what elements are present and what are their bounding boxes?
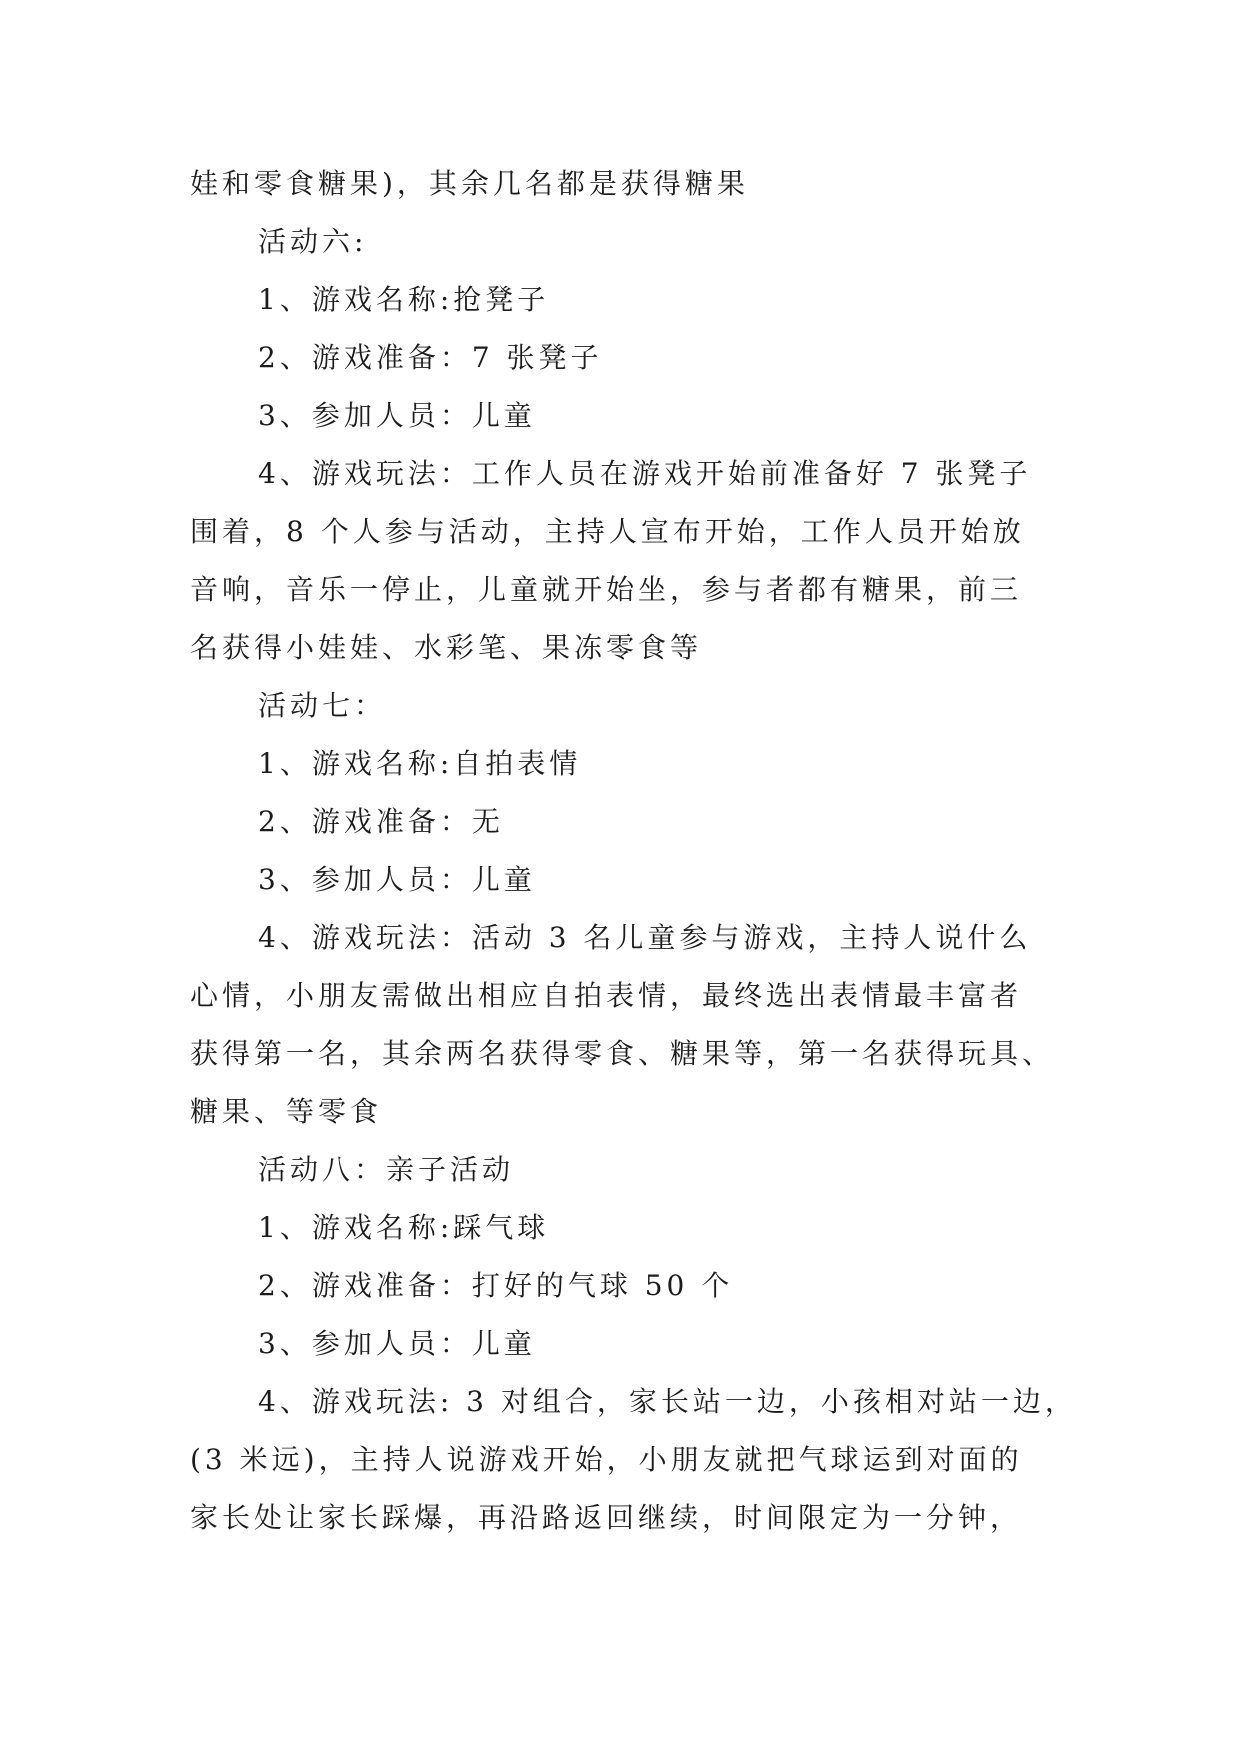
activity-seven-item-name: 1、游戏名称:自拍表情 <box>258 747 582 780</box>
paragraph-continuation-line: 娃和零食糖果)，其余几名都是获得糖果 <box>190 167 749 200</box>
activity-six-rules-line: 围着，8 个人参与活动，主持人宣布开始，工作人员开始放 <box>190 515 1025 548</box>
activity-seven-rules-line: 糖果、等零食 <box>190 1095 383 1128</box>
activity-seven-rules-line: 获得第一名，其余两名获得零食、糖果等，第一名获得玩具、 <box>190 1037 1055 1070</box>
activity-six-item-rules: 4、游戏玩法：工作人员在游戏开始前准备好 7 张凳子 <box>258 457 1032 490</box>
activity-eight-heading: 活动八：亲子活动 <box>258 1153 515 1186</box>
activity-six-item-name: 1、游戏名称:抢凳子 <box>258 283 550 316</box>
activity-eight-rules-line: 家长处让家长踩爆，再沿路返回继续，时间限定为一分钟， <box>190 1501 1023 1534</box>
activity-seven-heading: 活动七： <box>258 689 387 722</box>
activity-six-item-participants: 3、参加人员：儿童 <box>258 399 536 432</box>
document-body <box>190 155 1077 1547</box>
activity-six-heading: 活动六: <box>258 225 368 258</box>
activity-seven-item-participants: 3、参加人员：儿童 <box>258 863 536 896</box>
activity-eight-rules-line: (3 米远)，主持人说游戏开始，小朋友就把气球运到对面的 <box>190 1443 1023 1476</box>
activity-eight-item-rules: 4、游戏玩法: 3 对组合，家长站一边，小孩相对站一边， <box>258 1385 1077 1418</box>
activity-six-rules-line: 名获得小娃娃、水彩笔、果冻零食等 <box>190 631 703 664</box>
activity-seven-rules-line: 心情，小朋友需做出相应自拍表情，最终选出表情最丰富者 <box>190 979 1023 1012</box>
activity-six-rules-line: 音响，音乐一停止，儿童就开始坐，参与者都有糖果，前三 <box>190 573 1023 606</box>
activity-six-item-preparation: 2、游戏准备：7 张凳子 <box>258 341 603 374</box>
activity-eight-item-participants: 3、参加人员：儿童 <box>258 1327 536 1360</box>
activity-eight-item-name: 1、游戏名称:踩气球 <box>258 1211 550 1244</box>
activity-seven-item-rules: 4、游戏玩法：活动 3 名儿童参与游戏，主持人说什么 <box>258 921 1032 954</box>
activity-eight-item-preparation: 2、游戏准备：打好的气球 50 个 <box>258 1269 734 1302</box>
activity-seven-item-preparation: 2、游戏准备：无 <box>258 805 504 838</box>
